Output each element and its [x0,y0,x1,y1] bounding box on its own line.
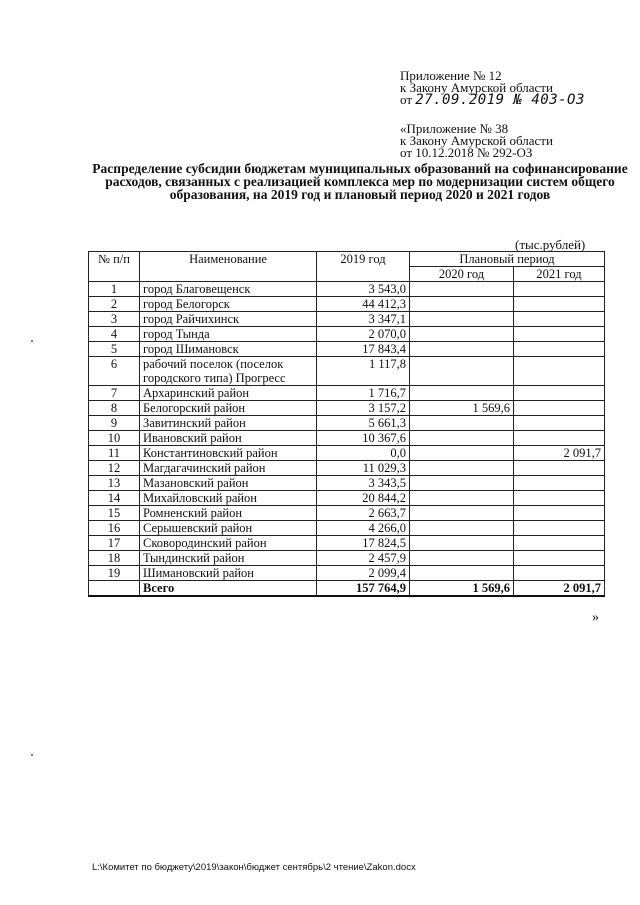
total-row [89,581,605,597]
cell-y2021 [514,401,605,416]
cell-y2019: 20 844,2 [317,491,410,506]
prev-annex-line-3: от 10.12.2018 № 292-ОЗ [400,145,533,160]
header-num: № п/п [89,252,140,282]
table-row [89,327,605,342]
table-row [89,476,605,491]
cell-y2020 [410,446,514,461]
cell-name: Белогорский район [140,401,317,416]
header-2021: 2021 год [514,267,605,282]
cell-y2019: 1 716,7 [317,386,410,401]
cell-y2021 [514,491,605,506]
cell-y2020: 1 569,6 [410,401,514,416]
cell-y2019: 3 347,1 [317,312,410,327]
scan-speck [31,340,33,342]
cell-y2020 [410,491,514,506]
cell-name: Константиновский район [140,446,317,461]
unit-label: (тыс.рублей) [515,237,586,252]
cell-y2021 [514,386,605,401]
cell-y2019: 2 663,7 [317,506,410,521]
total-name: Всего [140,581,317,597]
cell-y2019: 17 824,5 [317,536,410,551]
cell-num: 11 [89,446,140,461]
cell-y2020 [410,386,514,401]
table-row [89,566,605,581]
cell-y2019: 4 266,0 [317,521,410,536]
cell-y2020 [410,297,514,312]
cell-num: 9 [89,416,140,431]
cell-num: 4 [89,327,140,342]
cell-y2020 [410,357,514,386]
handwritten-date-number: 27.09.2019 № 403-ОЗ [415,92,585,108]
cell-name: город Шимановск [140,342,317,357]
cell-num: 14 [89,491,140,506]
previous-annex-block [400,123,553,159]
file-path-footer: L:\Комитет по бюджету\2019\закон\бюджет сентябрь\2 чтение\Zakon.docx [92,862,416,873]
cell-num: 18 [89,551,140,566]
cell-y2019: 2 099,4 [317,566,410,581]
total-num [89,581,140,597]
cell-y2021 [514,342,605,357]
table-row [89,297,605,312]
table-row [89,401,605,416]
table-row [89,312,605,327]
cell-y2020 [410,521,514,536]
cell-y2019: 0,0 [317,446,410,461]
total-y2020: 1 569,6 [410,581,514,597]
cell-name: Ромненский район [140,506,317,521]
cell-y2020 [410,416,514,431]
cell-num: 19 [89,566,140,581]
cell-name: Архаринский район [140,386,317,401]
annex-block [400,70,585,106]
cell-num: 3 [89,312,140,327]
cell-y2020 [410,327,514,342]
cell-num: 10 [89,431,140,446]
cell-y2021 [514,521,605,536]
cell-name: Сковородинский район [140,536,317,551]
cell-name: Завитинский район [140,416,317,431]
table-row [89,551,605,566]
table-body [89,282,605,597]
cell-y2019: 10 367,6 [317,431,410,446]
cell-y2019: 5 661,3 [317,416,410,431]
total-y2019: 157 764,9 [317,581,410,597]
table-row [89,506,605,521]
header-2019: 2019 год [317,252,410,282]
table-row [89,342,605,357]
cell-y2019: 11 029,3 [317,461,410,476]
cell-name: рабочий поселок (поселок городского типа) Прогресс [140,357,317,386]
table-row [89,282,605,297]
table-row [89,521,605,536]
annex-line-1: Приложение № 12 [400,68,502,83]
cell-y2019: 2 070,0 [317,327,410,342]
cell-y2021 [514,282,605,297]
table-row [89,416,605,431]
cell-name: город Благовещенск [140,282,317,297]
cell-y2020 [410,431,514,446]
cell-num: 6 [89,357,140,386]
cell-name: Ивановский район [140,431,317,446]
cell-y2020 [410,566,514,581]
cell-y2021 [514,416,605,431]
cell-name: Михайловский район [140,491,317,506]
cell-y2019: 3 543,0 [317,282,410,297]
closing-quote: » [592,610,599,625]
cell-y2019: 2 457,9 [317,551,410,566]
table-row [89,386,605,401]
cell-num: 15 [89,506,140,521]
cell-y2019: 17 843,4 [317,342,410,357]
cell-num: 5 [89,342,140,357]
cell-y2021 [514,357,605,386]
cell-y2021 [514,506,605,521]
cell-name: Шимановский район [140,566,317,581]
table-row [89,446,605,461]
cell-name: город Белогорск [140,297,317,312]
cell-y2019: 44 412,3 [317,297,410,312]
cell-y2020 [410,342,514,357]
cell-y2021 [514,476,605,491]
cell-y2020 [410,536,514,551]
prev-annex-line-2: к Закону Амурской области [400,133,553,148]
annex-line-3 [400,94,585,106]
cell-num: 8 [89,401,140,416]
cell-name: город Райчихинск [140,312,317,327]
table-row [89,536,605,551]
header-2020: 2020 год [410,267,514,282]
cell-y2019: 1 117,8 [317,357,410,386]
cell-y2021 [514,312,605,327]
cell-name: город Тында [140,327,317,342]
cell-y2021 [514,536,605,551]
cell-y2021 [514,566,605,581]
prev-annex-line-1: «Приложение № 38 [400,121,509,136]
header-planned-period: Плановый период [410,252,605,267]
cell-num: 2 [89,297,140,312]
cell-y2020 [410,506,514,521]
cell-num: 1 [89,282,140,297]
table-row [89,461,605,476]
cell-num: 7 [89,386,140,401]
scan-speck [31,754,33,756]
cell-y2019: 3 343,5 [317,476,410,491]
cell-num: 12 [89,461,140,476]
total-y2021: 2 091,7 [514,581,605,597]
cell-num: 13 [89,476,140,491]
cell-num: 16 [89,521,140,536]
cell-y2020 [410,282,514,297]
table-row [89,491,605,506]
cell-y2021 [514,327,605,342]
annex-date-prefix: от [400,92,413,107]
cell-name: Серышевский район [140,521,317,536]
cell-y2020 [410,312,514,327]
cell-name: Мазановский район [140,476,317,491]
table-row [89,357,605,386]
cell-y2020 [410,551,514,566]
cell-y2020 [410,461,514,476]
cell-name: Тындинский район [140,551,317,566]
annex-line-2: к Закону Амурской области [400,80,553,95]
cell-y2020 [410,476,514,491]
cell-name: Магдагачинский район [140,461,317,476]
header-name: Наименование [140,252,317,282]
cell-y2021: 2 091,7 [514,446,605,461]
cell-y2021 [514,461,605,476]
cell-y2019: 3 157,2 [317,401,410,416]
table-row [89,431,605,446]
cell-y2021 [514,297,605,312]
subsidy-table [88,251,605,597]
cell-y2021 [514,551,605,566]
cell-y2021 [514,431,605,446]
cell-num: 17 [89,536,140,551]
document-title: Распределение субсидии бюджетам муниципальных образований на софинансирование расходов, связанных с реализацией комплекса мер по модернизации систем общего образования, на 2019 год и плановый период 2020 и 2021 годов [92,161,628,202]
